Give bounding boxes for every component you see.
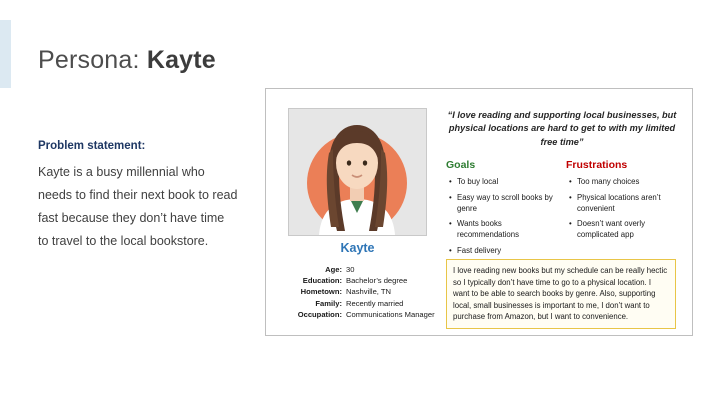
problem-statement-text: Kayte is a busy millennial who needs to find their next book to read fast because they don’t have time to travel to the local bookstore. (38, 165, 238, 249)
frustrations-list (566, 176, 682, 240)
attribute-label: Occupation: (297, 310, 342, 320)
persona-attributes-table (280, 264, 436, 321)
table-row (280, 287, 436, 298)
avatar-illustration-icon (289, 109, 426, 235)
list-item: • Physical locations aren’t convenient (577, 192, 682, 214)
list-item: • Easy way to scroll books by genre (457, 192, 556, 214)
list-item: • Fast delivery (457, 245, 556, 256)
list-item: • Too many choices (577, 176, 682, 187)
page-title (38, 46, 216, 75)
attribute-value: 30 (346, 264, 355, 274)
attribute-value: Bachelor’s degree (346, 276, 408, 286)
table-row (280, 264, 436, 275)
attribute-value: Communications Manager (346, 310, 435, 320)
page-title-name: Kayte (146, 46, 216, 74)
accent-bar (0, 20, 11, 88)
problem-statement-heading: Problem statement: (38, 140, 146, 152)
list-item: • Doesn’t want overly complicated app (577, 218, 682, 240)
attribute-label: Age: (325, 264, 342, 274)
attribute-label: Education: (302, 276, 342, 286)
page-title-prefix: Persona: (38, 46, 147, 74)
persona-name: Kayte (340, 241, 375, 255)
attribute-label: Family: (315, 298, 342, 308)
table-row (280, 275, 436, 286)
list-item: • Wants books recommendations (457, 218, 556, 240)
frustrations-column (566, 159, 682, 245)
goals-list (446, 176, 556, 256)
persona-note: I love reading new books but my schedule can be really hectic so I typically don’t have time to go to a physical location. I want to be able to search books by genre. Also, supporting local, small businesses is important to me, I don’t want to purchase from Amazon, but I want to convenience. (446, 259, 676, 329)
goals-column (446, 159, 556, 260)
attribute-label: Hometown: (300, 287, 342, 297)
frustrations-heading: Frustrations (566, 159, 628, 171)
table-row (280, 310, 436, 321)
persona-quote: “I love reading and supporting local businesses, but physical locations are hard to get to with my limited free time” (447, 110, 677, 147)
avatar (288, 108, 427, 236)
problem-statement-block (38, 140, 238, 254)
attribute-value: Nashville, TN (346, 287, 392, 297)
goals-heading: Goals (446, 159, 476, 171)
table-row (280, 298, 436, 309)
attribute-value: Recently married (346, 298, 404, 308)
list-item: • To buy local (457, 176, 556, 187)
persona-card (265, 88, 693, 336)
